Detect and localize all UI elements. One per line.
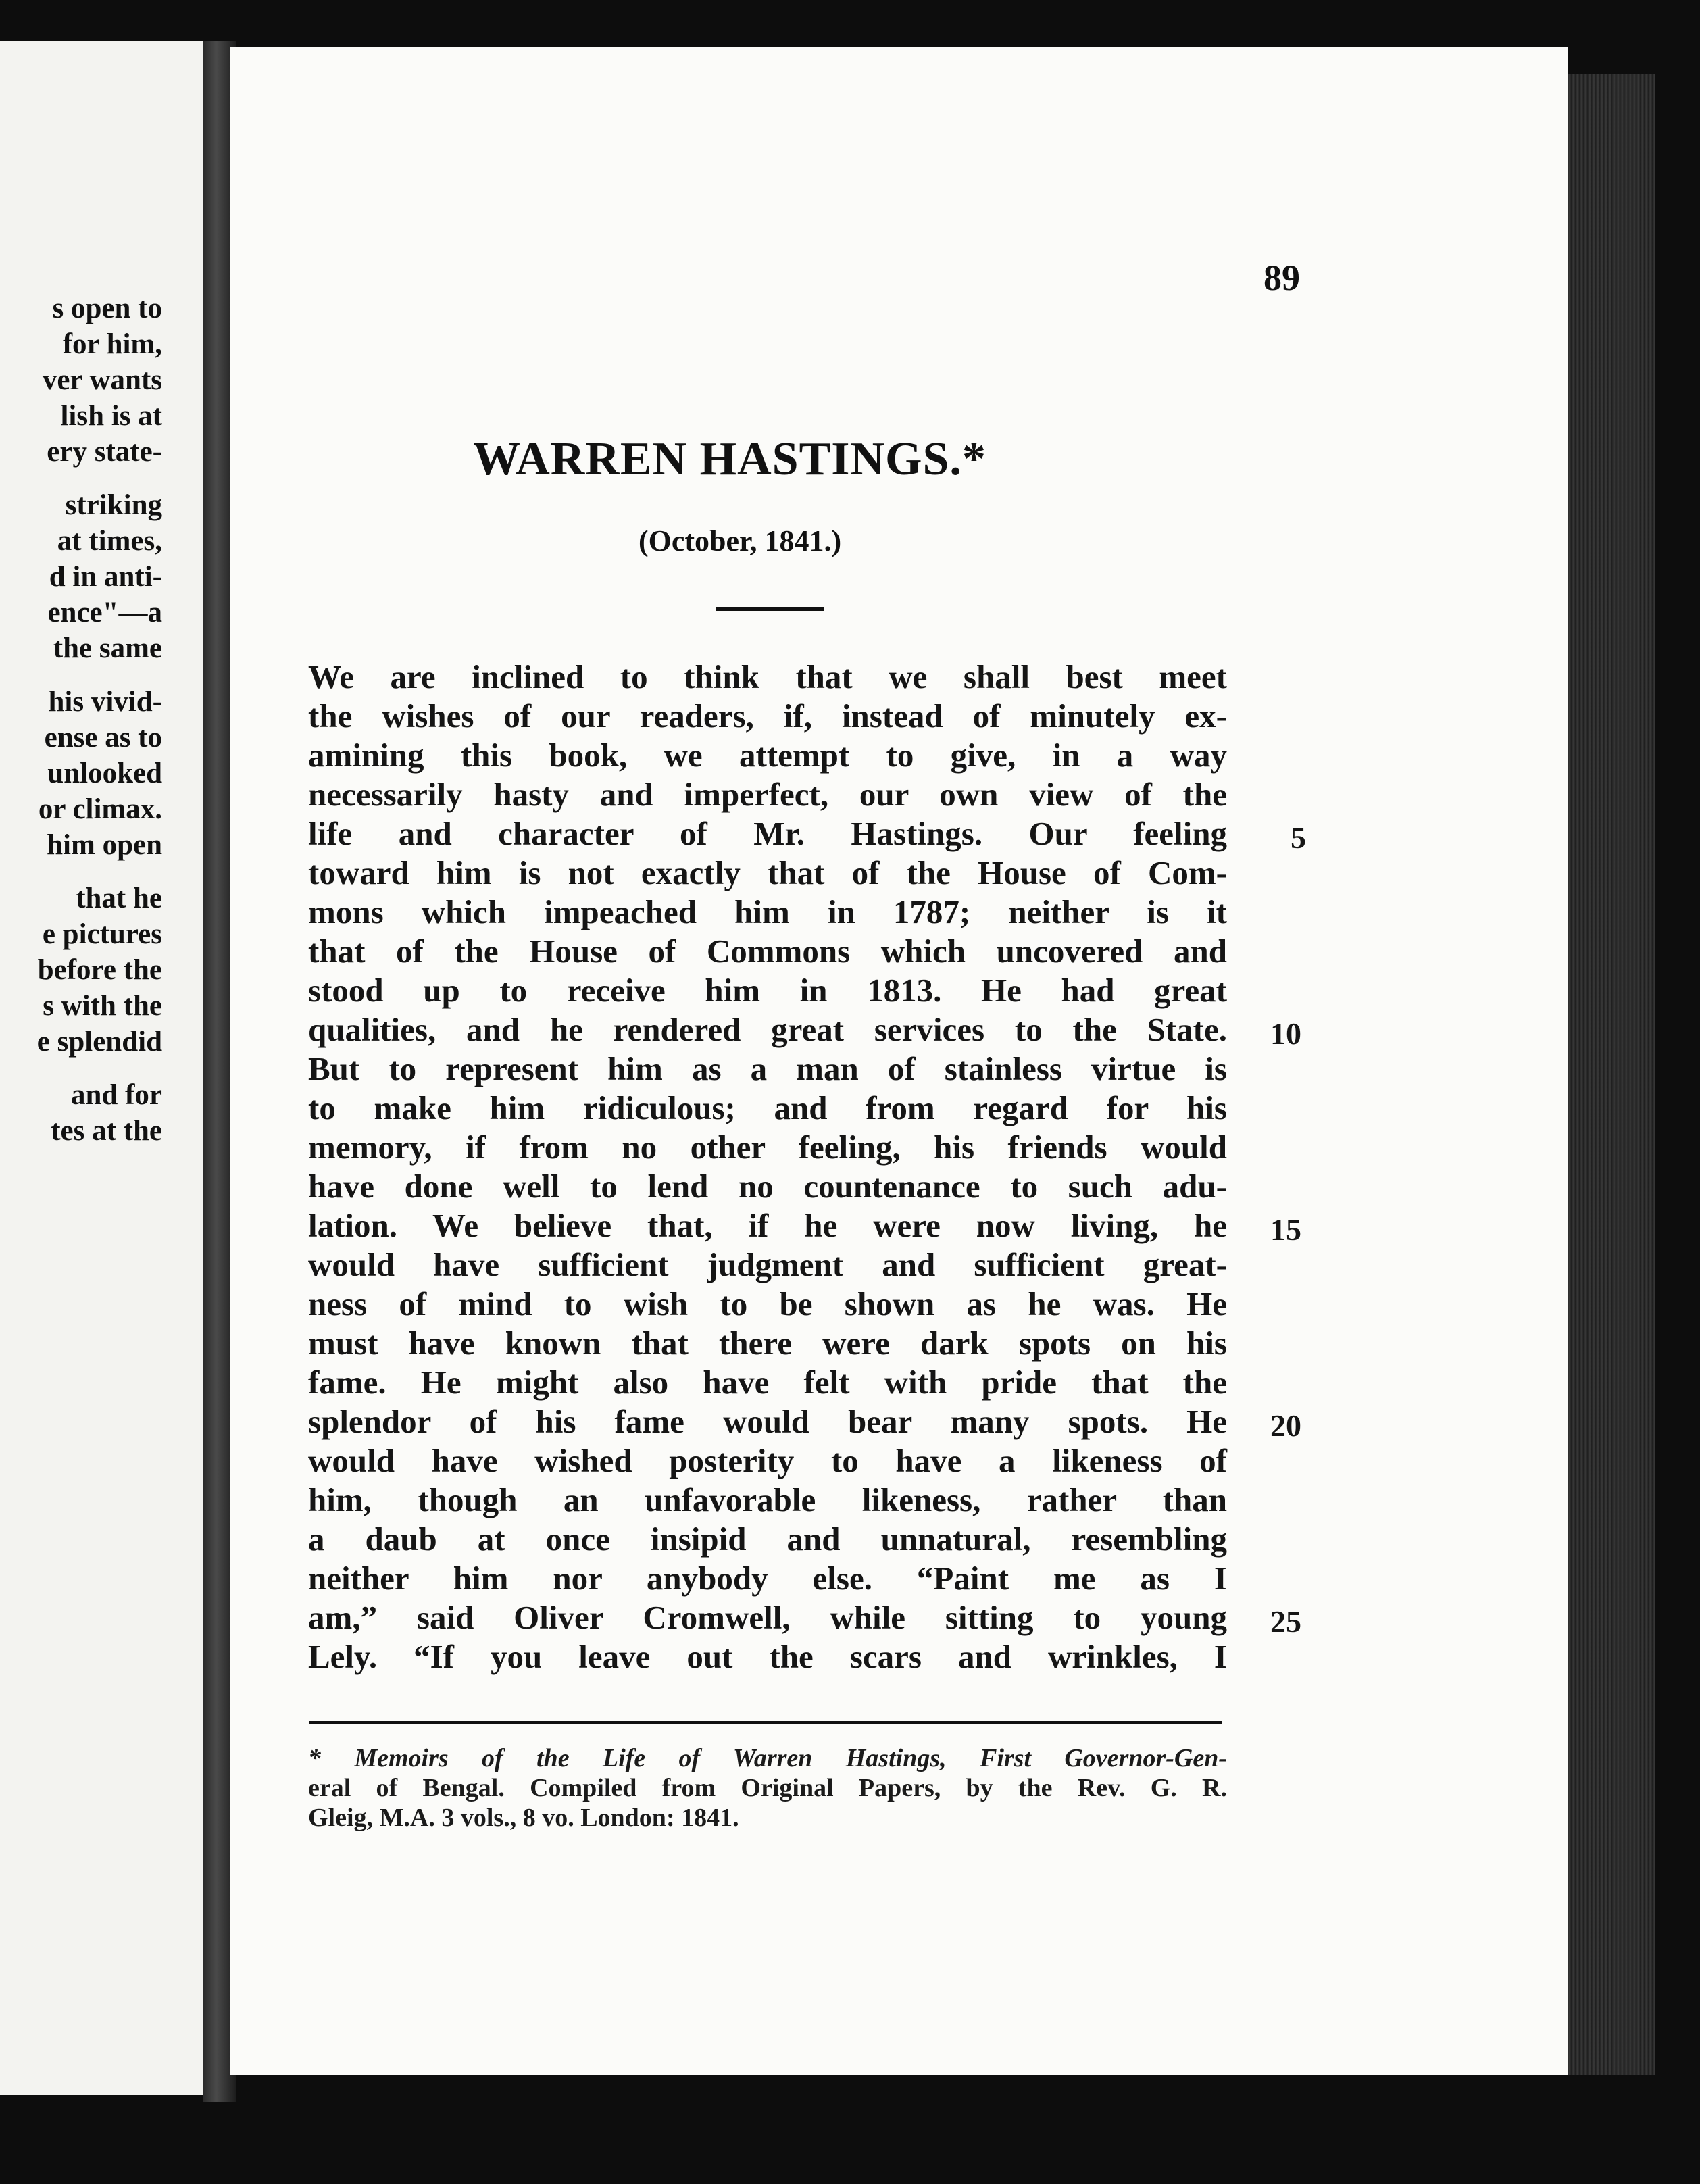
line-number: 10 [1270, 1016, 1301, 1051]
footnote-line: eral of Bengal. Compiled from Original Papers, by the Rev. G. R. [308, 1774, 1227, 1802]
chapter-title: WARREN HASTINGS.* [473, 433, 986, 485]
facing-line: lish is at [60, 400, 162, 432]
text-line: a daub at once insipid and unnatural, resembling [308, 1520, 1227, 1558]
text-line: to make him ridiculous; and from regard for his [308, 1089, 1227, 1126]
facing-line: the same [53, 632, 162, 664]
title-rule [716, 607, 824, 611]
text-line: amining this book, we attempt to give, in a way [308, 737, 1227, 774]
facing-line: for him, [62, 328, 162, 360]
text-line: necessarily hasty and imperfect, our own view of the [308, 776, 1227, 813]
facing-page-text [0, 291, 162, 1149]
text-line: fame. He might also have felt with pride that the [308, 1364, 1227, 1401]
text-line: neither him nor anybody else. “Paint me as I [308, 1560, 1227, 1597]
text-line: We are inclined to think that we shall best meet [308, 658, 1227, 695]
facing-line: his vivid- [48, 686, 162, 718]
footnote [308, 1743, 1227, 1833]
facing-line: ver wants [42, 364, 162, 396]
text-line: would have sufficient judgment and sufficient great- [308, 1246, 1227, 1283]
page-number: 89 [1264, 257, 1300, 298]
text-line: toward him is not exactly that of the House of Com- [308, 854, 1227, 891]
text-line: life and character of Mr. Hastings. Our feeling [308, 815, 1227, 852]
text-line: would have wished posterity to have a likeness of [308, 1442, 1227, 1479]
facing-line: s with the [43, 990, 162, 1022]
facing-line: e pictures [42, 918, 162, 950]
text-line: him, though an unfavorable likeness, rather than [308, 1481, 1227, 1518]
facing-gap [0, 863, 162, 880]
facing-line: and for [71, 1079, 162, 1111]
facing-line: unlooked [47, 758, 162, 789]
text-line: qualities, and he rendered great services to the State. [308, 1011, 1227, 1048]
body-text [308, 657, 1227, 1677]
facing-line: d in anti- [49, 561, 162, 593]
page-edges [1568, 74, 1655, 2075]
facing-line: or climax. [38, 793, 162, 825]
line-number: 5 [1291, 820, 1306, 855]
facing-line: before the [37, 954, 162, 986]
text-line: that of the House of Commons which uncovered and [308, 933, 1227, 970]
text-line: mons which impeached him in 1787; neither is it [308, 893, 1227, 930]
facing-gap [0, 470, 162, 487]
facing-line: striking [65, 489, 162, 521]
line-number: 25 [1270, 1604, 1301, 1639]
text-line: ness of mind to wish to be shown as he was. He [308, 1285, 1227, 1322]
line-number: 15 [1270, 1212, 1301, 1247]
chapter-date: (October, 1841.) [639, 524, 842, 557]
facing-line: s open to [52, 293, 162, 324]
text-line: have done well to lend no countenance to such adu- [308, 1168, 1227, 1205]
footnote-line: Gleig, M.A. 3 vols., 8 vo. London: 1841. [308, 1804, 739, 1832]
text-line: stood up to receive him in 1813. He had great [308, 972, 1227, 1009]
facing-line: tes at the [51, 1115, 162, 1147]
facing-gap [0, 1060, 162, 1077]
facing-line: that he [76, 883, 162, 914]
text-line: But to represent him as a man of stainless virtue is [308, 1050, 1227, 1087]
text-line: lation. We believe that, if he were now living, he [308, 1207, 1227, 1244]
facing-line: ense as to [44, 722, 162, 753]
text-line: must have known that there were dark spots on his [308, 1324, 1227, 1362]
text-line: the wishes of our readers, if, instead of minutely ex- [308, 697, 1227, 735]
text-line: am,” said Oliver Cromwell, while sitting to young [308, 1599, 1227, 1636]
facing-gap [0, 666, 162, 684]
facing-line: him open [47, 829, 162, 861]
facing-line: ery state- [47, 436, 162, 468]
text-line: splendor of his fame would bear many spots. He [308, 1403, 1227, 1440]
facing-line: at times, [57, 525, 162, 557]
line-number: 20 [1270, 1408, 1301, 1443]
text-line: Lely. “If you leave out the scars and wrinkles, I [308, 1638, 1227, 1675]
footnote-line: * Memoirs of the Life of Warren Hastings, First Governor-Gen- [308, 1744, 1227, 1772]
facing-line: ence"—a [47, 597, 162, 628]
text-line: memory, if from no other feeling, his friends would [308, 1128, 1227, 1166]
footnote-rule [309, 1721, 1222, 1724]
facing-line: e splendid [36, 1026, 162, 1058]
